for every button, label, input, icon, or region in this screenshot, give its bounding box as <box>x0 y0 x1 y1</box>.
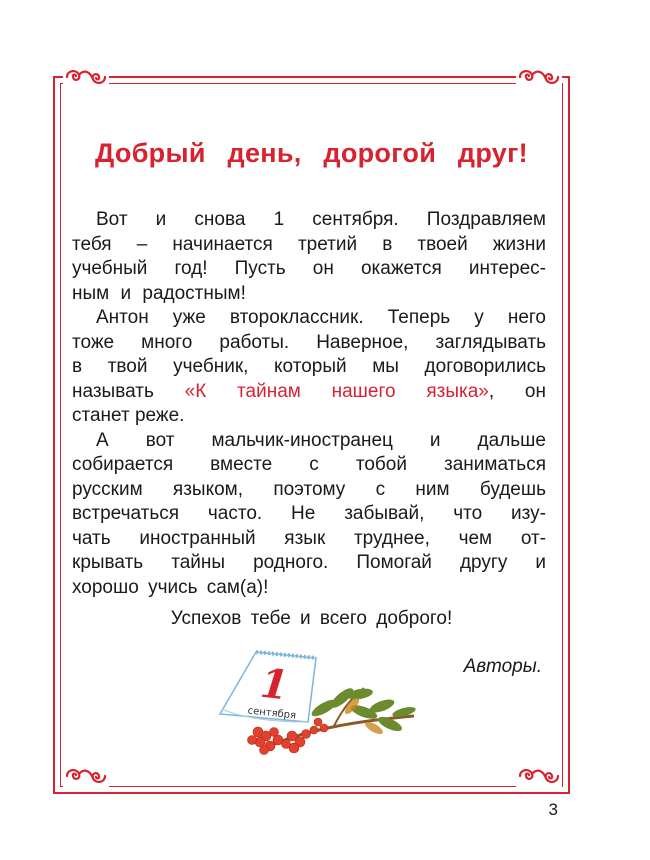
text-segment: называть <box>72 380 154 402</box>
calendar-page-icon <box>220 652 316 722</box>
text-line: русским языком, поэтому с ним будешь <box>72 478 546 500</box>
text-line: учебный год! Пусть он окажется интерес- <box>72 258 546 279</box>
signature: Авторы. <box>463 656 542 677</box>
book-title: «К тайнам нашего языка» <box>184 380 489 402</box>
page-title: Добрый день, дорогой друг! <box>95 138 528 168</box>
text-line: крывать тайны родного. Помогай другу и <box>72 552 546 573</box>
text-line: станет реже. <box>72 405 185 426</box>
text-line: собирается вместе с тобой заниматься <box>72 454 546 475</box>
text-line: в твой учебник, который мы договорились <box>72 356 546 377</box>
text-line <box>72 380 546 405</box>
closing-line: Успехов тебе и всего доброго! <box>170 608 453 629</box>
corner-ornament-icon <box>63 765 109 787</box>
text-line: Вот и снова 1 сентября. Поздравляем <box>96 209 546 230</box>
text-line: встречаться часто. Не забывай, что изу- <box>72 503 546 524</box>
calendar-day: 1 <box>258 659 291 710</box>
paragraph-3 <box>72 429 546 601</box>
letter-body <box>72 208 546 600</box>
corner-ornament-icon <box>516 765 562 787</box>
paragraph-2 <box>72 306 546 429</box>
text-line: тебя – начинается третий в твоей жизни <box>72 233 546 255</box>
page-number: 3 <box>548 800 558 819</box>
corner-ornament-icon <box>516 66 562 88</box>
text-line: чать иностранный язык труднее, чем от- <box>72 527 546 549</box>
text-line: хорошо учись сам(а)! <box>72 576 269 598</box>
calendar-month: сентября <box>247 705 297 722</box>
text-segment: , он <box>488 380 546 402</box>
corner-ornament-icon <box>63 66 109 88</box>
text-line: Антон уже второклассник. Теперь у него <box>96 307 546 328</box>
text-line: А вот мальчик-иностранец и дальше <box>96 429 546 451</box>
calendar-rowan-illustration <box>214 636 424 766</box>
paragraph-1 <box>72 208 546 306</box>
text-line: ным и радостным! <box>72 282 246 304</box>
text-line: тоже много работы. Наверное, заглядывать <box>72 331 546 353</box>
